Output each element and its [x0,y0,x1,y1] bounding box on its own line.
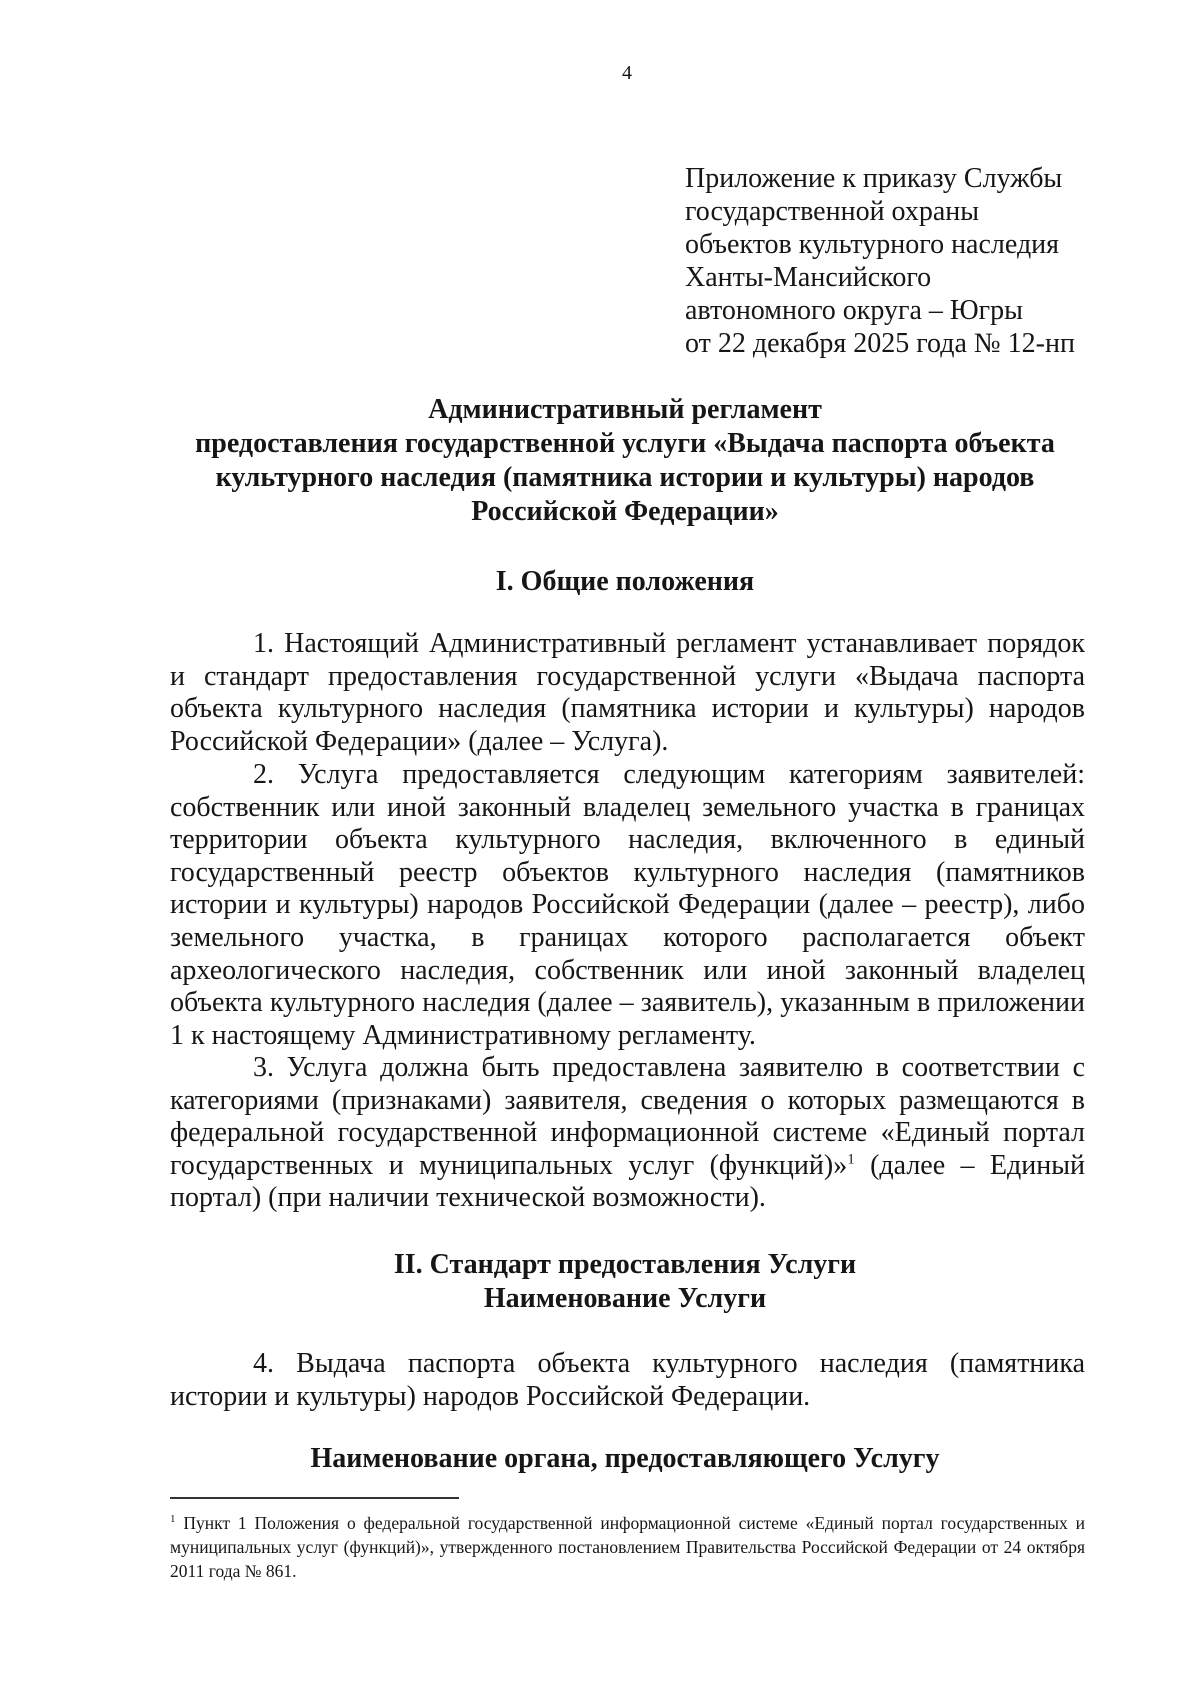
footnote [170,1511,1085,1583]
document-title [160,393,1090,529]
title-line: Российской Федерации» [471,496,779,527]
appendix-line: Ханты-Мансийского [685,262,932,293]
appendix-line: от 22 декабря 2025 года № 12-нп [685,328,1075,359]
appendix-reference [685,162,1165,360]
footnote-text: Пункт 1 Положения о федеральной государственной информационной системе «Единый портал государственных и муниципальных услуг (функций)», утвержденного постановлением Правительства Российской Федерации от 24 октября 2011 года № 861. [170,1513,1085,1581]
section-1-heading-text: I. Общие положения [495,566,755,597]
appendix-line: государственной охраны [685,196,980,227]
footnote-reference: 1 [847,1151,855,1168]
section-2-heading-line: II. Стандарт предоставления Услуги [393,1249,857,1280]
title-line: культурного наследия (памятника истории и культуры) народов [215,462,1035,493]
paragraph-1: 1. Настоящий Административный регламент устанавливает порядок и стандарт предоставления государственной услуги «Выдача паспорта объекта культурного наследия (памятника истории и культуры) народов Российской Федерации» (далее – Услуга). [170,628,1085,757]
appendix-line: Приложение к приказу Службы [685,163,1063,194]
title-line: предоставления государственной услуги «Выдача паспорта объекта [195,428,1055,459]
footnote-mark: 1 [170,1513,176,1526]
authority-heading-text: Наименование органа, предоставляющего Услугу [310,1443,940,1474]
page-number: 4 [622,62,632,84]
paragraph-3 [170,1052,1085,1215]
paragraph-3-text-end: (далее – Единый портал) (при наличии технической возможности). [170,1149,1086,1214]
footnote-separator [170,1497,459,1499]
section-1-heading [160,565,1090,599]
section-2-subheading-line: Наименование Услуги [483,1283,767,1314]
appendix-line: объектов культурного наследия [685,229,1060,260]
paragraph-2: 2. Услуга предоставляется следующим категориям заявителей: собственник или иной законный владелец земельного участка в границах территории объекта культурного наследия, включенного в единый государственный реестр объектов культурного наследия (памятников истории и культуры) народов Российской Федерации (далее – реестр), либо земельного участка, в границах которого располагается объект археологического наследия, собственник или иной законный владелец объекта культурного наследия (далее – заявитель), указанным в приложении 1 к настоящему Административному регламенту. [170,759,1085,1051]
appendix-line: автономного округа – Югры [685,295,1023,326]
paragraph-4: 4. Выдача паспорта объекта культурного наследия (памятника истории и культуры) народов Российской Федерации. [170,1348,1085,1412]
authority-heading [160,1442,1090,1476]
title-line: Административный регламент [428,394,822,425]
paragraph-3-text: 3. Услуга должна быть предоставлена заявителю в соответствии с категориями (признаками) заявителя, сведения о которых размещаются в федеральной государственной информационной системе «Единый портал государственных и муниципальных услуг (функций)» [170,1052,1085,1181]
section-2-heading [160,1248,1090,1316]
